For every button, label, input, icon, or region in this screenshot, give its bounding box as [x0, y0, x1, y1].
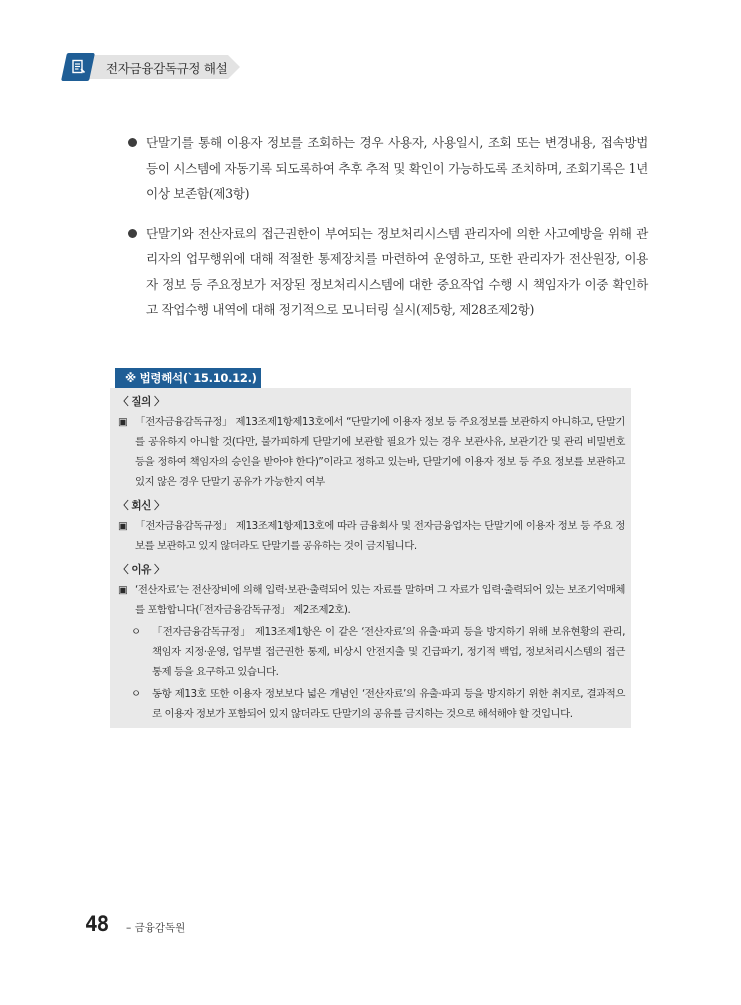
bullet-dot-icon	[128, 229, 137, 238]
reason-item	[118, 580, 625, 620]
footer-publisher: – 금융감독원	[126, 922, 186, 934]
question-heading: 〈 질의 〉	[118, 396, 165, 408]
header-badge	[61, 53, 95, 81]
circle-mark-icon: ㅇ	[131, 626, 141, 638]
circle-mark-icon: ㅇ	[131, 688, 141, 700]
document-icon	[70, 59, 86, 75]
reason-sub-item	[118, 622, 625, 682]
reason-text: ‘전산자료’는 전산장비에 의해 입력·보관·출력되어 있는 자료를 말하며 그 자료가 입력·출력되어 있는 보조기억매체를 포함합니다(「전자금융감독규정」 제2조제2호).	[135, 584, 625, 616]
bullet-list	[128, 130, 648, 337]
bullet-item	[128, 221, 648, 323]
reason-heading: 〈 이유 〉	[118, 564, 165, 576]
running-header	[64, 53, 242, 81]
square-mark-icon: ▣	[118, 584, 128, 596]
bullet-dot-icon	[128, 138, 137, 147]
reason-sub-text: 동항 제13호 또한 이용자 정보보다 넓은 개념인 ‘전산자료’의 유출·파괴 등을 방지하기 위한 취지로, 결과적으로 이용자 정보가 포함되어 있지 않더라도 단말기의 공유를 금지하는 것으로 해석해야 할 것입니다.	[152, 688, 625, 720]
header-arrow	[228, 55, 240, 79]
answer-text: 「전자금융감독규정」 제13조제1항제13호에 따라 금융회사 및 전자금융업자는 단말기에 이용자 정보 등 주요 정보를 보관하고 있지 않더라도 단말기를 공유하는 것이 금지됩니다.	[135, 520, 625, 552]
square-mark-icon: ▣	[118, 520, 128, 532]
answer-heading: 〈 회신 〉	[118, 500, 165, 512]
header-title: 전자금융감독규정 해설	[106, 61, 228, 76]
answer-item	[118, 516, 625, 556]
interpretation-tag: ※ 법령해석(`15.10.12.)	[115, 368, 261, 388]
page-number: 48	[85, 912, 109, 936]
reason-sub-text: 「전자금융감독규정」 제13조제1항은 이 같은 ‘전산자료’의 유출·파괴 등을 방지하기 위해 보유현황의 관리, 책임자 지정·운영, 업무별 접근권한 통제, 비상시 안전지출 및 긴급파기, 정기적 백업, 정보처리시스템의 접근 통제 등을 요구하고 있습니다.	[152, 626, 625, 678]
question-item	[118, 412, 625, 492]
reason-sub-item	[118, 684, 625, 724]
interpretation-content	[118, 392, 625, 724]
bullet-text: 단말기를 통해 이용자 정보를 조회하는 경우 사용자, 사용일시, 조회 또는 변경내용, 접속방법 등이 시스템에 자동기록 되도록하여 추후 추적 및 확인이 가능하도록 조치하며, 조회기록은 1년 이상 보존함(제3항)	[146, 135, 648, 201]
bullet-item	[128, 130, 648, 207]
question-text: 「전자금융감독규정」 제13조제1항제13호에서 “단말기에 이용자 정보 등 주요정보를 보관하지 아니하고, 단말기를 공유하지 아니할 것(다만, 불가피하게 단말기에 보관할 필요가 있는 경우 보관사유, 보관기간 및 관리 비밀번호 등을 정하여 책임자의 승인을 받아야 한다)”이라고 정하고 있는바, 단말기에 이용자 정보 등 주요 정보를 보관하고 있지 않은 경우 단말기 공유가 가능한지 여부	[135, 416, 625, 488]
square-mark-icon: ▣	[118, 416, 128, 428]
bullet-text: 단말기와 전산자료의 접근권한이 부여되는 정보처리시스템 관리자에 의한 사고예방을 위해 관리자의 업무행위에 대해 적절한 통제장치를 마련하여 운영하고, 또한 관리자가 전산원장, 이용자 정보 등 주요정보가 저장된 정보처리시스템에 대한 중요작업 수행 시 책임자가 이중 확인하고 작업수행 내역에 대해 정기적으로 모니터링 실시(제5항, 제28조제2항)	[146, 225, 648, 317]
